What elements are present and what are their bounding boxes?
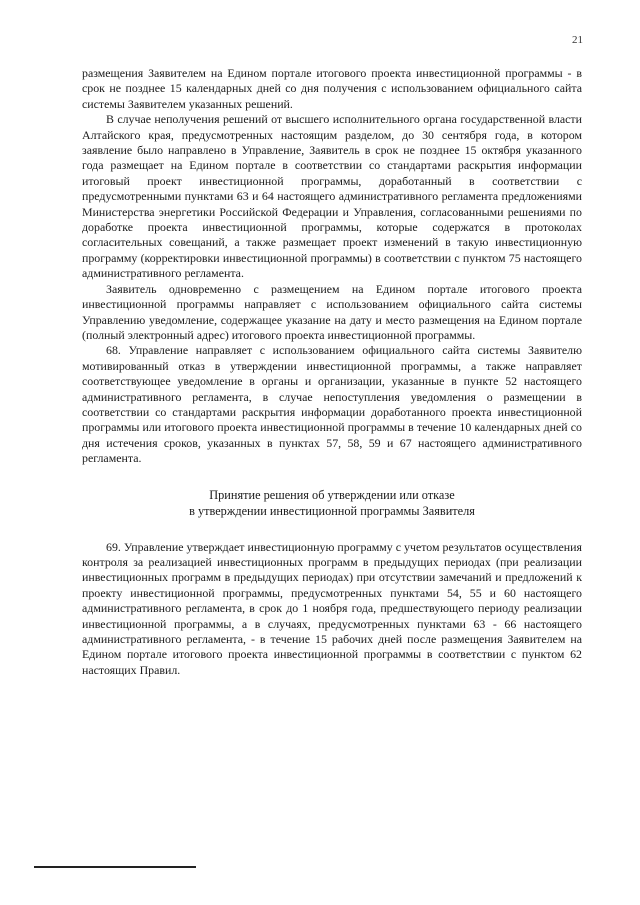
footnote-separator xyxy=(34,866,196,868)
paragraph-no-decisions: В случае неполучения решений от высшего исполнительного органа государственной власти Алтайского края, предусмотренных настоящим разделом, до 30 сентября года, в котором заявление было направлено в Управление, Заявитель в срок не позднее 15 октября указанного года размещает на Едином портале в соответствии со стандартами раскрытия информации итоговый проект инвестиционной программы, доработанный в соответствии с предусмотренными пунктами 63 и 64 настоящего административного регламента предложениями Министерства энергетики Российской Федерации и Управления, согласованными решениями по доработке проекта инвестиционной программы, которые содержатся в протоколах согласительных совещаний, а также размещает проект изменений в такую инвестиционную программу (корректировки инвестиционной программы) в соответствии с пунктом 75 настоящего административного регламента. xyxy=(82,112,582,281)
paragraph-applicant-notice: Заявитель одновременно с размещением на Едином портале итогового проекта инвестиционной программы направляет с использованием официального сайта системы Управлению уведомление, содержащее указание на дату и место размещения на Едином портале (полный электронный адрес) итогового проекта инвестиционной программы. xyxy=(82,281,582,342)
paragraph-68: 68. Управление направляет с использованием официального сайта системы Заявителю мотивированный отказ в утверждении инвестиционной программы, а также направляет соответствующее уведомление в органы и организации, указанные в пункте 52 настоящего административного регламента, в случае непоступления уведомления о размещении в соответствии со стандартами раскрытия информации доработанного проекта инвестиционной программы или итогового проекта инвестиционной программы в течение 10 календарных дней со дня истечения сроков, указанных в пунктах 57, 58, 59 и 67 настоящего административного регламента. xyxy=(82,343,582,466)
page-number: 21 xyxy=(572,34,583,46)
paragraph-69: 69. Управление утверждает инвестиционную программу с учетом результатов осуществления контроля за реализацией инвестиционных программ в предыдущих периодах (при реализации инвестиционных программ в предыдущих периодах) при отсутствии замечаний и предложений к проекту инвестиционной программы, предусмотренных пунктами 54, 55 и 60 настоящего административного регламента, в срок до 1 ноября года, предшествующего периоду реализации инвестиционной программы, а в случаях, предусмотренных пунктами 63 - 66 настоящего административного регламента, - в течение 15 рабочих дней после размещения Заявителем на Едином портале итогового проекта инвестиционной программы в соответствии с пунктом 62 настоящих Правил. xyxy=(82,539,582,677)
section-heading-line-1: Принятие решения об утверждении или отказе xyxy=(209,487,455,502)
section-heading-line-2: в утверждении инвестиционной программы Заявителя xyxy=(189,503,475,518)
section-heading xyxy=(82,487,582,519)
document-body xyxy=(82,66,582,678)
paragraph-continuation: размещения Заявителем на Едином портале итогового проекта инвестиционной программы - в срок не позднее 15 календарных дней со дня получения с использованием официального сайта системы Заявителем указанных решений. xyxy=(82,66,582,111)
